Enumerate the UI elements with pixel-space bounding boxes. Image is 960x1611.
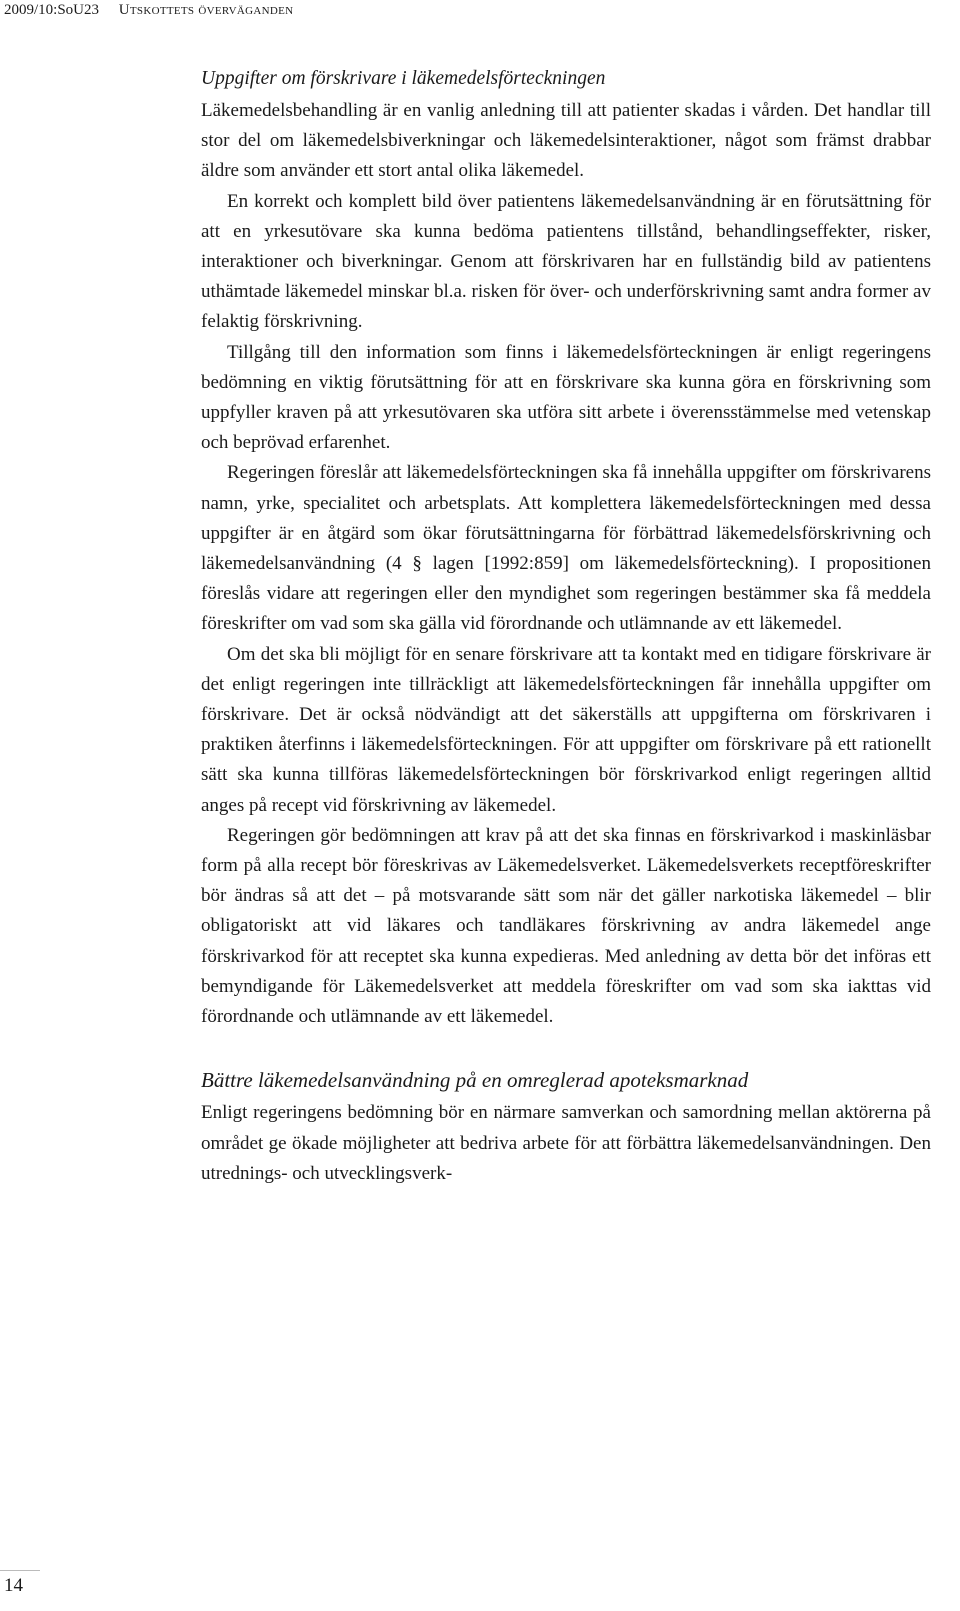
paragraph: Tillgång till den information som finns i läkemedelsförteckningen är enligt regeringens bedömning en viktig förutsättning för att en förskrivare ska kunna göra en förskrivning som uppfyller kraven på att yrkesutövaren ska utföra sitt arbete i överensstämmelse med vetenskap och beprövad erfarenhet. [201, 341, 931, 454]
page-number: 14 [4, 1575, 23, 1596]
running-header [4, 2, 293, 19]
paragraph: Enligt regeringens bedömning bör en närmare samverkan och samordning mellan aktörerna på området ge ökade möjligheter att bedriva arbete för att förbättra läkemedelsanvändningen. Den utrednings- och utvecklingsverk- [201, 1102, 931, 1184]
section-title: Utskottets överväganden [118, 2, 294, 18]
page-body [201, 66, 931, 1189]
paragraph: Regeringen gör bedömningen att krav på att det ska finnas en förskrivarkod i maskinläsbar form på alla recept bör föreskrivas av Läkemedelsverket. Läkemedelsverkets receptföreskrifter bör ändras så att det – på motsvarande sätt som när det gäller narkotiska läkemedel – blir obligatoriskt att vid läkares och tandläkares förskrivning av andra läkemedel ange förskrivarkod för att receptet ska kunna expedieras. Med anledning av detta bör det införas ett bemyndigande för Läkemedelsverket att meddela föreskrifter om vad som ska iakttas vid förordnande och utlämnande av ett läkemedel. [201, 824, 931, 1028]
paragraph: En korrekt och komplett bild över patientens läkemedelsanvändning är en förutsättning för att en yrkesutövare ska kunna bedöma patientens tillstånd, behandlingseffekter, risker, interaktioner och biverkningar. Genom att förskrivaren har en fullständig bild av patientens uthämtade läkemedel minskar bl.a. risken för över- och underförskrivning samt andra former av felaktig förskrivning. [201, 190, 931, 333]
paragraph: Läkemedelsbehandling är en vanlig anledning till att patienter skadas i vården. Det handlar till stor del om läkemedelsbiverkningar och läkemedelsinteraktioner, något som främst drabbar äldre som använder ett stort antal olika läkemedel. [201, 100, 931, 182]
section-heading-apoteksmarknad: Bättre läkemedelsanvändning på en omreglerad apoteksmarknad [201, 1068, 749, 1093]
page-number-rule [0, 1570, 40, 1571]
document-reference: 2009/10:SoU23 [4, 2, 100, 18]
paragraph: Regeringen föreslår att läkemedelsförteckningen ska få innehålla uppgifter om förskrivarens namn, yrke, specialitet och arbetsplats. Att komplettera läkemedelsförteckningen med dessa uppgifter är en åtgärd som ökar förutsättningarna för förbättrad läkemedelsförskrivning och läkemedelsanvändning (4 § lagen [1992:859] om läkemedelsförteckning). I propositionen föreslås vidare att regeringen eller den myndighet som regeringen bestämmer ska få meddela föreskrifter om vad som ska gälla vid förordnande och utlämnande av ett läkemedel. [201, 462, 931, 635]
section-heading-forskrivare: Uppgifter om förskrivare i läkemedelsförteckningen [201, 68, 606, 89]
paragraph: Om det ska bli möjligt för en senare förskrivare att ta kontakt med en tidigare förskrivare är det enligt regeringen inte tillräckligt att läkemedelsförteckningen får innehålla uppgifter om förskrivare. Det är också nödvändigt att det säkerställs att uppgifterna om förskrivaren i praktiken återfinns i läkemedelsförteckningen. För att uppgifter om förskrivare på ett rationellt sätt ska kunna tillföras läkemedelsförteckningen bör förskrivarkod enligt regeringen alltid anges på recept vid förskrivning av läkemedel. [201, 643, 931, 816]
